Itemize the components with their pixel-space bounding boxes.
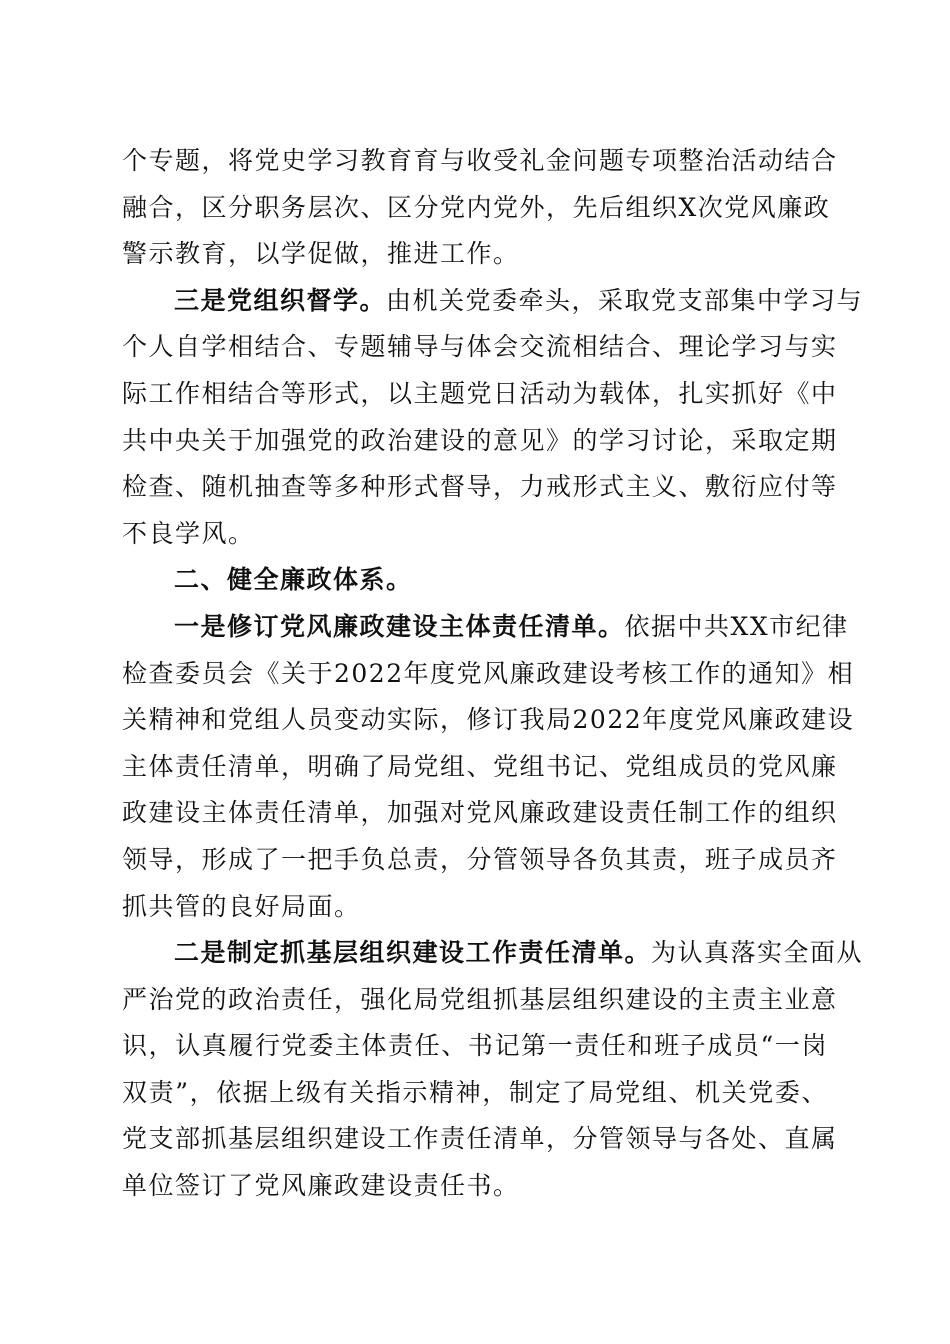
text-line: 关精神和党组人员变动实际，修订我局2022年度党风廉政建设 xyxy=(122,705,855,735)
paragraph-continuation xyxy=(122,138,838,278)
text-line: 个人自学相结合、专题辅导与体会交流相结合、理论学习与实 xyxy=(122,332,838,362)
text-run: 依据中共XX市纪律 xyxy=(624,611,849,641)
text-line: 单位签订了党风廉政建设责任书。 xyxy=(122,1171,520,1201)
text-run: 由机关党委牵头，采取党支部集中学习与 xyxy=(386,285,864,315)
section-heading: 二、健全廉政体系。 xyxy=(174,565,413,595)
paragraph-heading: 二是制定抓基层组织建设工作责任清单。 xyxy=(174,938,652,968)
text-line xyxy=(122,604,849,651)
paragraph-grassroots-list xyxy=(122,930,864,1210)
paragraph-party-supervision xyxy=(122,278,864,558)
text-line xyxy=(122,930,864,977)
text-line: 融合，区分职务层次、区分党内党外，先后组织X次党风廉政 xyxy=(122,192,831,222)
text-line: 检查、随机抽查等多种形式督导，力戒形式主义、敷衍应付等 xyxy=(122,472,838,502)
text-line xyxy=(122,278,864,325)
text-run: 为认真落实全面从 xyxy=(651,938,864,968)
paragraph-responsibility-list xyxy=(122,604,855,930)
text-line: 双责”，依据上级有关指示精神，制定了局党组、机关党委、 xyxy=(122,1077,828,1107)
text-line: 际工作相结合等形式，以主题党日活动为载体，扎实抓好《中 xyxy=(122,378,838,408)
text-line: 主体责任清单，明确了局党组、党组书记、党组成员的党风廉 xyxy=(122,751,838,781)
text-line: 个专题，将党史学习教育育与收受礼金问题专项整治活动结合 xyxy=(122,146,838,175)
paragraph-heading: 一是修订党风廉政建设主体责任清单。 xyxy=(174,611,625,641)
text-line: 检查委员会《关于2022年度党风廉政建设考核工作的通知》相 xyxy=(122,658,855,688)
text-line: 抓共管的良好局面。 xyxy=(122,891,361,921)
text-line: 不良学风。 xyxy=(122,518,255,548)
text-line: 严治党的政治责任，强化局党组抓基层组织建设的主责主业意 xyxy=(122,984,838,1014)
text-line: 党支部抓基层组织建设工作责任清单，分管领导与各处、直属 xyxy=(122,1124,838,1154)
paragraph-heading: 三是党组织督学。 xyxy=(174,285,387,315)
text-line: 识，认真履行党委主体责任、书记第一责任和班子成员“一岗 xyxy=(122,1031,828,1061)
document-body xyxy=(122,138,864,1210)
text-line: 警示教育，以学促做，推进工作。 xyxy=(122,239,520,269)
text-line: 领导，形成了一把手负总责，分管领导各负其责，班子成员齐 xyxy=(122,844,838,874)
text-line: 政建设主体责任清单，加强对党风廉政建设责任制工作的组织 xyxy=(122,798,838,828)
text-line: 共中央关于加强党的政治建设的意见》的学习讨论，采取定期 xyxy=(122,425,838,455)
